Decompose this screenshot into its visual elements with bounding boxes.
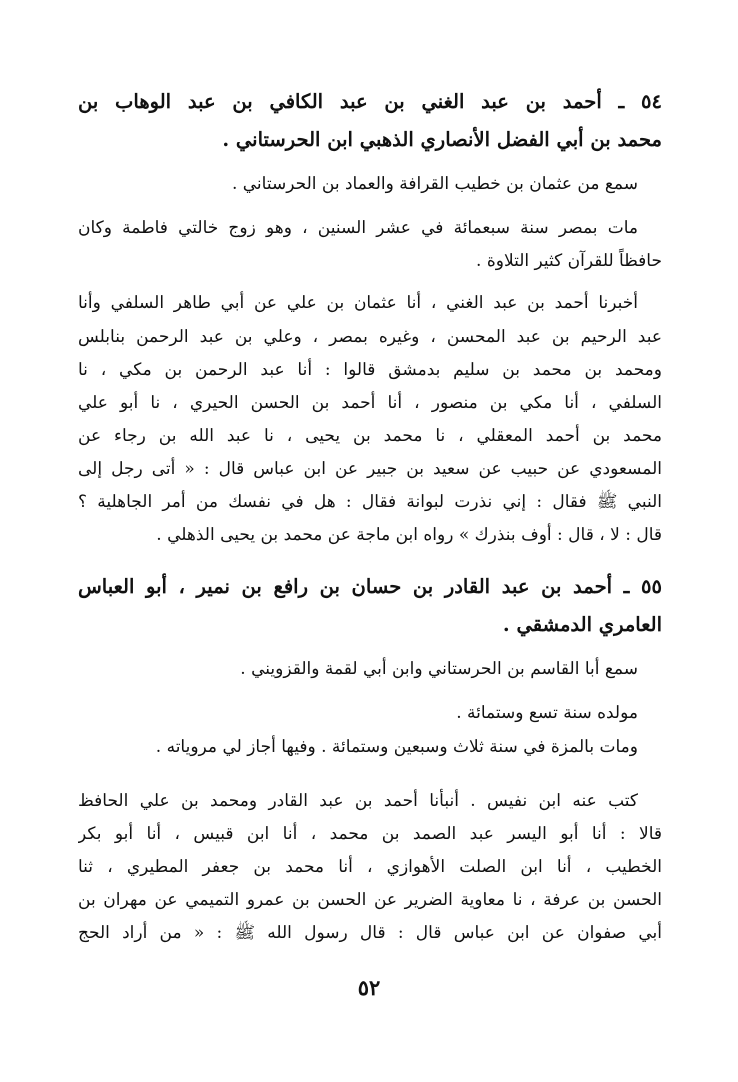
entry-54-para-3-line-6: المسعودي عن حبيب عن سعيد بن جبير عن ابن عباس قال : « أتى رجل إلى bbox=[78, 459, 662, 479]
entry-55-para-2-line-1: مولده سنة تسع وستمائة . bbox=[456, 703, 638, 723]
entry-55-para-4-line-3: الخطيب ، أنا ابن الصلت الأهوازي ، أنا محمد بن جعفر المطيري ، ثنا bbox=[78, 857, 662, 877]
entry-55-para-4-line-1: كتب عنه ابن نفيس . أنبأنا أحمد بن عبد القادر ومحمد بن علي الحافظ bbox=[78, 791, 638, 811]
entry-55-para-3-line-1: ومات بالمزة في سنة ثلاث وسبعين وستمائة . وفيها أجاز لي مروياته . bbox=[155, 737, 638, 757]
entry-54-para-3-line-3: ومحمد بن محمد بن سليم بدمشق قالوا : أنا عبد الرحمن بن مكي ، نا bbox=[78, 360, 662, 380]
entry-54-heading-line-2: محمد بن أبي الفضل الأنصاري الذهبي ابن الحرستاني . bbox=[222, 128, 662, 151]
entry-54-para-2-line-1: مات بمصر سنة سبعمائة في عشر السنين ، وهو زوج خالتي فاطمة وكان bbox=[78, 218, 638, 238]
page-number: ٥٢ bbox=[357, 975, 381, 1000]
entry-54-para-3-line-1: أخبرنا أحمد بن عبد الغني ، أنا عثمان بن علي عن أبي طاهر السلفي وأنا bbox=[78, 293, 638, 313]
entry-55-para-1-line-1: سمع أبا القاسم بن الحرستاني وابن أبي لقمة والقزويني . bbox=[240, 659, 638, 679]
entry-54-para-3-line-5: محمد بن أحمد المعقلي ، نا محمد بن يحيى ، نا عبد الله بن رجاء عن bbox=[78, 426, 662, 446]
entry-54-para-1-line-1: سمع من عثمان بن خطيب القرافة والعماد بن الحرستاني . bbox=[231, 174, 638, 194]
entry-54-para-3-line-7: النبي ﷺ فقال : إني نذرت لبوانة فقال : هل في نفسك من أمر الجاهلية ؟ bbox=[78, 492, 662, 512]
entry-54-para-2-line-2: حافظاً للقرآن كثير التلاوة . bbox=[476, 251, 662, 271]
entry-55-para-4-line-2: قالا : أنا أبو اليسر عبد الصمد بن محمد ، أنا ابن قبيس ، أنا أبو بكر bbox=[78, 824, 662, 844]
entry-54-para-3-line-2: عبد الرحيم بن عبد المحسن ، وغيره بمصر ، وعلي بن عبد الرحمن بنابلس bbox=[78, 327, 662, 347]
entry-55-para-4-line-4: الحسن بن عرفة ، نا معاوية الضرير عن الحسن بن عمرو التميمي عن مهران بن bbox=[78, 890, 662, 910]
entry-54-para-3-line-4: السلفي ، أنا مكي بن منصور ، أنا أحمد بن الحسن الحيري ، نا أبو علي bbox=[78, 393, 662, 413]
entry-55-heading-line-2: العامري الدمشقي . bbox=[502, 613, 662, 636]
entry-55-heading-line-1: ٥٥ ـ أحمد بن عبد القادر بن حسان بن رافع بن نمير ، أبو العباس bbox=[78, 575, 662, 598]
entry-54-heading-line-1: ٥٤ ـ أحمد بن عبد الغني بن عبد الكافي بن عبد الوهاب بن bbox=[78, 90, 662, 113]
entry-55-para-4-line-5: أبي صفوان عن ابن عباس قال : قال رسول الله ﷺ : « من أراد الحج bbox=[78, 923, 662, 943]
entry-54-para-3-line-8: قال : لا ، قال : أوف بنذرك » رواه ابن ماجة عن محمد بن يحيى الذهلي . bbox=[156, 525, 662, 545]
